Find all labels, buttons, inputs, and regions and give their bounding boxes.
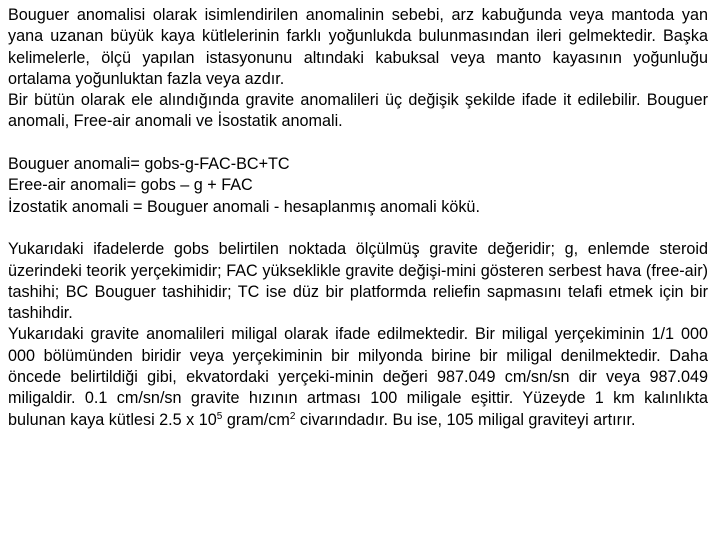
formula-isostatic: İzostatik anomali = Bouguer anomali - hesaplanmış anomali kökü. [8,197,480,216]
formula-free-air: Eree-air anomali= gobs – g + FAC [8,176,253,195]
exponent-5: 5 [216,410,223,422]
paragraph-term-explanations: Yukarıdaki ifadelerde gobs belirtilen noktada ölçülmüş gravite değeridir; g, enlemde steroid üzerindeki teorik yerçekimidir; FAC yükseklikle gravite değişi-mini gösteren serbest hava (free-air) tashihi; BC Bouguer tashihidir; TC ise düz bir platformda reliefin sapmasını telafi etmek için bir tashihdir. [8,240,708,323]
paragraph-bouguer-definition: Bouguer anomalisi olarak isimlendirilen anomalinin sebebi, arz kabuğunda veya mantoda yan yana uzanan büyük kaya kütlelerinin farklı yoğunlukda bulunmasından ileri gelmektedir. Başka kelimelerle, ölçü yapılan istasyonunu altındaki kabuksal veya manto kayasının yoğunluğu ortalama yoğunluktan fazla veya azdır. [8,6,708,88]
paragraph-miligal [8,324,708,430]
paragraph-anomaly-types: Bir bütün olarak ele alındığında gravite anomalileri üç değişik şekilde ifade it edilebilir. Bouguer anomali, Free-air anomali ve İsostatik anomali. [8,91,708,131]
miligal-text-2: gram/cm [222,410,290,429]
formula-bouguer: Bouguer anomali= gobs-g-FAC-BC+TC [8,155,290,174]
spacer [8,218,708,239]
spacer [8,133,708,154]
miligal-text-1: Yukarıdaki gravite anomalileri miligal olarak ifade edilmektedir. Bir miligal yerçekiminin 1/1 000 000 bölümünden biridir veya yerçekiminin bir milyonda birine bir miligal denilmektedir. Daha öncede belirtildiği gibi, ekvatordaki yerçeki-minin değeri 987.049 cm/sn/sn dir veya 987.049 miligaldir. 0.1 cm/sn/sn gravite hızının artması 100 miligale eşittir. Yüzeyde 1 km kalınlıkta bulunan kaya kütlesi 2.5 x 10 [8,325,708,429]
miligal-text-3: civarındadır. Bu ise, 105 miligal graviteyi artırır. [295,410,636,429]
exponent-2: 2 [289,410,296,422]
document-page [8,5,708,431]
